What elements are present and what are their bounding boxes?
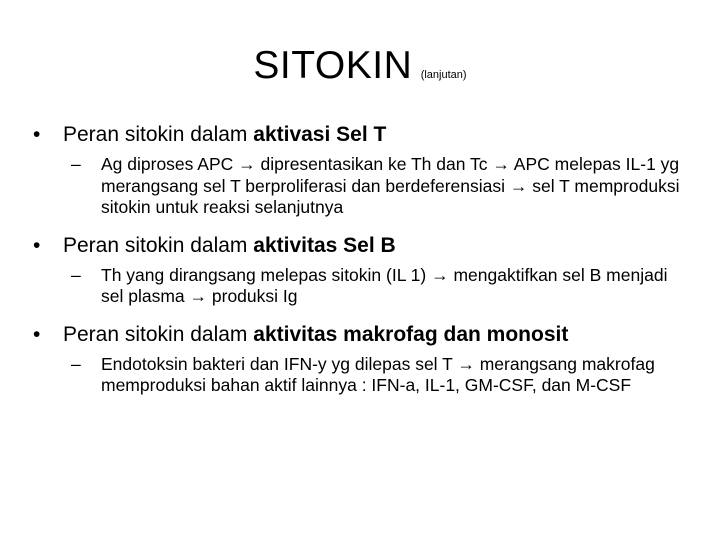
bullet-bold: aktivitas makrofag dan monosit — [253, 322, 569, 346]
sub-item — [71, 354, 693, 397]
sub-text — [101, 265, 667, 307]
arrow-icon: → — [457, 353, 475, 374]
bullet-item — [33, 233, 693, 259]
sub-dash: – — [71, 154, 81, 174]
bullet-text — [63, 123, 386, 146]
bullet-bold: aktivasi Sel T — [253, 123, 387, 146]
bullet-dot: • — [33, 322, 41, 346]
sub-text-part: Endotoksin bakteri dan IFN-y yg dilepas sel T — [101, 353, 458, 374]
sub-text — [101, 154, 679, 217]
arrow-icon: → — [509, 175, 528, 196]
bullet-prefix: Peran sitokin dalam — [63, 123, 254, 146]
sub-dash: – — [71, 264, 81, 285]
bullet-item — [33, 322, 693, 348]
sub-text-part: Th yang dirangsang melepas sitokin (IL 1) — [101, 264, 432, 285]
sub-item — [71, 154, 693, 219]
sub-dash: – — [71, 353, 81, 374]
slide-title — [0, 44, 720, 88]
bullet-text — [63, 234, 396, 257]
bullet-prefix: Peran sitokin dalam — [63, 322, 254, 346]
sub-text-part: merangsang makrofag memproduksi bahan aktif lainnya : IFN-a, IL-1, GM-CSF, dan M-CSF — [101, 353, 655, 395]
slide-content — [33, 122, 693, 397]
title-subtitle: (lanjutan) — [420, 69, 467, 81]
sub-text-part: produksi Ig — [207, 286, 298, 306]
arrow-icon: → — [238, 154, 256, 174]
bullet-prefix: Peran sitokin dalam — [63, 233, 254, 257]
sub-text-part: sel T memproduksi sitokin untuk reaksi selanjutnya — [101, 175, 680, 217]
sub-text — [101, 354, 655, 396]
arrow-icon: → — [492, 154, 510, 174]
sub-text-part: mengaktifkan sel B menjadi sel plasma — [101, 264, 668, 306]
sub-text-part: dipresentasikan ke Th dan Tc — [255, 154, 493, 174]
sub-text-part: Ag diproses APC — [101, 154, 239, 174]
sub-item — [71, 265, 693, 308]
arrow-icon: → — [189, 286, 208, 306]
bullet-dot: • — [33, 123, 41, 146]
bullet-item — [33, 122, 693, 148]
arrow-icon: → — [431, 264, 449, 285]
title-main: SITOKIN — [253, 44, 413, 87]
bullet-dot: • — [33, 233, 41, 257]
bullet-bold: aktivitas Sel B — [253, 233, 396, 257]
bullet-text — [63, 323, 568, 346]
sub-text-part: APC melepas IL-1 yg merangsang sel T berproliferasi dan berdeferensiasi — [101, 154, 680, 196]
